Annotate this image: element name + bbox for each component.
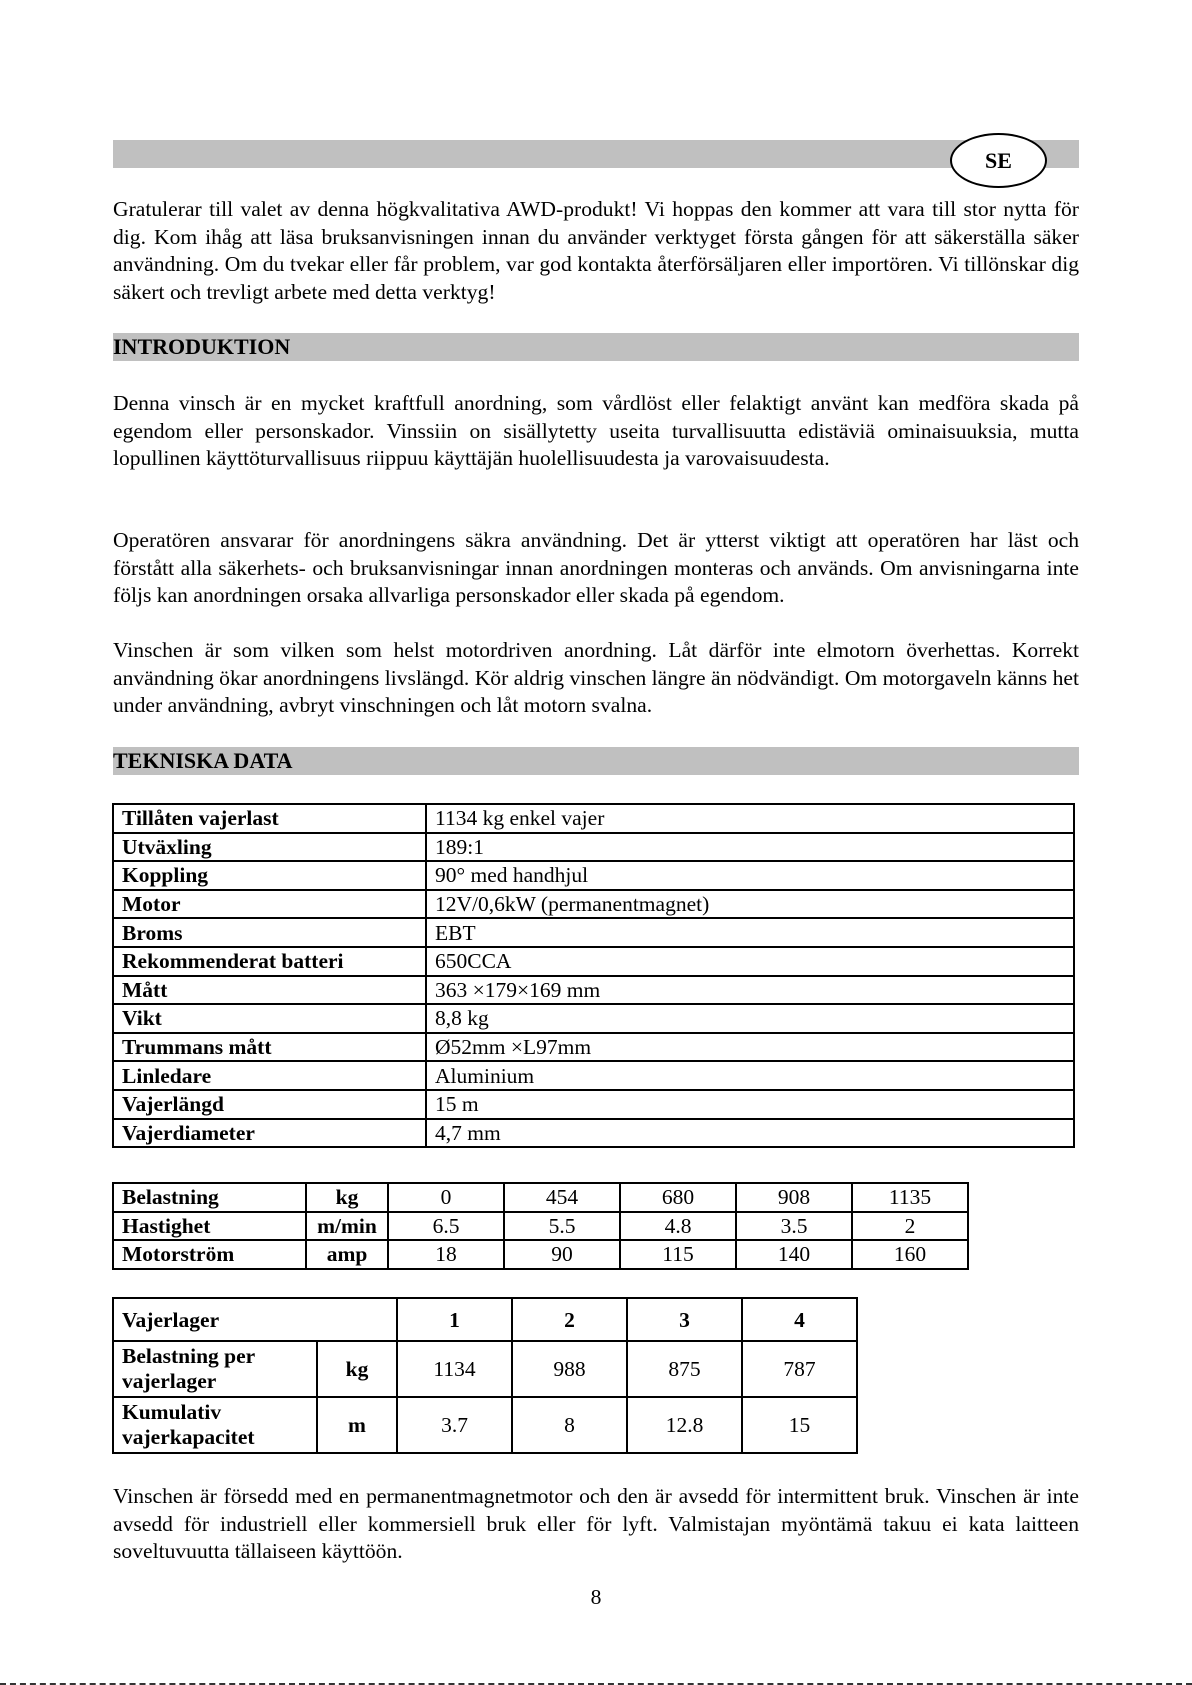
layer-column-header: 3 <box>627 1298 742 1341</box>
spec-value: 650CCA <box>426 947 1074 976</box>
performance-label: Motorström <box>113 1240 306 1269</box>
spec-row <box>113 861 1074 890</box>
language-badge-label: SE <box>985 147 1012 173</box>
layer-value: 787 <box>742 1341 857 1397</box>
section-heading-tekniska-data <box>113 747 1079 775</box>
performance-row <box>113 1240 968 1269</box>
spec-row <box>113 833 1074 862</box>
spec-value: 189:1 <box>426 833 1074 862</box>
performance-value: 1135 <box>852 1183 968 1212</box>
spec-value: 1134 kg enkel vajer <box>426 804 1074 833</box>
spec-value: 363 ×179×169 mm <box>426 976 1074 1005</box>
performance-table <box>112 1182 969 1270</box>
section-heading-introduktion <box>113 333 1079 361</box>
spec-key: Mått <box>113 976 426 1005</box>
closing-paragraph: Vinschen är försedd med en permanentmagnetmotor och den är avsedd för intermittent bruk. Vinschen är inte avsedd för industriell eller kommersiell bruk eller för lyft. Valmistajan myöntämä takuu ei kata laitteen soveltuvuutta tällaiseen käyttöön. <box>113 1484 1079 1563</box>
intro-section-paragraph-3: Vinschen är som vilken som helst motordriven anordning. Låt därför inte elmotorn överhettas. Korrekt användning ökar anordningens livslängd. Kör aldrig vinschen längre än nödvändigt. Om motorgaveln känns het under användning, avbryt vinschningen och låt motorn svalna. <box>113 638 1079 717</box>
layer-value: 3.7 <box>397 1397 512 1453</box>
spec-row <box>113 976 1074 1005</box>
header-bar <box>113 140 1079 168</box>
spec-value: 12V/0,6kW (permanentmagnet) <box>426 890 1074 919</box>
intro-section-paragraph-2: Operatören ansvarar för anordningens säkra användning. Det är ytterst viktigt att operatören har läst och förstått alla säkerhets- och bruksanvisningar innan anordningen monteras och används. Om anvisningarna inte följs kan anordningen orsaka allvarliga personskador eller skada på egendom. <box>113 528 1079 607</box>
spec-value: 4,7 mm <box>426 1119 1074 1148</box>
section-title: TEKNISKA DATA <box>113 748 293 773</box>
performance-label: Belastning <box>113 1183 306 1212</box>
spec-key: Rekommenderat batteri <box>113 947 426 976</box>
wire-layer-table <box>112 1297 858 1454</box>
performance-value: 680 <box>620 1183 736 1212</box>
spec-key: Koppling <box>113 861 426 890</box>
performance-value: 160 <box>852 1240 968 1269</box>
spec-key: Vajerdiameter <box>113 1119 426 1148</box>
layer-row-label: Belastning per vajerlager <box>113 1341 317 1397</box>
spec-key: Tillåten vajerlast <box>113 804 426 833</box>
performance-value: 454 <box>504 1183 620 1212</box>
spec-row <box>113 890 1074 919</box>
performance-value: 0 <box>388 1183 504 1212</box>
spec-key: Trummans mått <box>113 1033 426 1062</box>
layer-row <box>113 1397 857 1453</box>
layer-value: 988 <box>512 1341 627 1397</box>
performance-value: 115 <box>620 1240 736 1269</box>
spec-row <box>113 1004 1074 1033</box>
layer-row <box>113 1341 857 1397</box>
layer-header-label: Vajerlager <box>113 1298 397 1341</box>
layer-header-row <box>113 1298 857 1341</box>
spec-row <box>113 804 1074 833</box>
section-title: INTRODUKTION <box>113 334 291 359</box>
spec-key: Linledare <box>113 1061 426 1090</box>
page-number: 8 <box>590 1585 602 1609</box>
intro-paragraph: Gratulerar till valet av denna högkvalitativa AWD-produkt! Vi hoppas den kommer att vara till stor nytta för dig. Kom ihåg att läsa bruksanvisningen innan du använder verktyget första gången för att säkerställa säker användning. Om du tvekar eller får problem, var god kontakta återförsäljaren eller importören. Vi tillönskar dig säkert och trevligt arbete med detta verktyg! <box>113 197 1079 304</box>
spec-key: Vajerlängd <box>113 1090 426 1119</box>
performance-value: 140 <box>736 1240 852 1269</box>
performance-row <box>113 1183 968 1212</box>
performance-value: 908 <box>736 1183 852 1212</box>
layer-value: 8 <box>512 1397 627 1453</box>
performance-row <box>113 1212 968 1241</box>
performance-label: Hastighet <box>113 1212 306 1241</box>
spec-key: Vikt <box>113 1004 426 1033</box>
layer-value: 1134 <box>397 1341 512 1397</box>
spec-key: Broms <box>113 918 426 947</box>
performance-unit: m/min <box>306 1212 388 1241</box>
performance-value: 5.5 <box>504 1212 620 1241</box>
spec-value: 90° med handhjul <box>426 861 1074 890</box>
performance-value: 4.8 <box>620 1212 736 1241</box>
spec-value: Ø52mm ×L97mm <box>426 1033 1074 1062</box>
spec-value: 15 m <box>426 1090 1074 1119</box>
layer-column-header: 2 <box>512 1298 627 1341</box>
performance-value: 18 <box>388 1240 504 1269</box>
spec-row <box>113 1033 1074 1062</box>
spec-value: 8,8 kg <box>426 1004 1074 1033</box>
spec-value: EBT <box>426 918 1074 947</box>
performance-value: 6.5 <box>388 1212 504 1241</box>
layer-value: 875 <box>627 1341 742 1397</box>
layer-value: 15 <box>742 1397 857 1453</box>
spec-row <box>113 918 1074 947</box>
layer-row-unit: m <box>317 1397 397 1453</box>
spec-table <box>112 803 1075 1148</box>
layer-column-header: 1 <box>397 1298 512 1341</box>
layer-row-unit: kg <box>317 1341 397 1397</box>
spec-value: Aluminium <box>426 1061 1074 1090</box>
spec-row <box>113 1119 1074 1148</box>
spec-row <box>113 947 1074 976</box>
layer-row-label: Kumulativ vajerkapacitet <box>113 1397 317 1453</box>
spec-row <box>113 1090 1074 1119</box>
spec-key: Utväxling <box>113 833 426 862</box>
performance-value: 3.5 <box>736 1212 852 1241</box>
spec-row <box>113 1061 1074 1090</box>
performance-unit: kg <box>306 1183 388 1212</box>
spec-key: Motor <box>113 890 426 919</box>
layer-value: 12.8 <box>627 1397 742 1453</box>
performance-unit: amp <box>306 1240 388 1269</box>
language-badge <box>950 133 1047 188</box>
layer-column-header: 4 <box>742 1298 857 1341</box>
intro-section-paragraph-1: Denna vinsch är en mycket kraftfull anordning, som vårdlöst eller felaktigt använt kan medföra skada på egendom eller personskador. Vinssiin on sisällytetty useita turvallisuutta edistäviä ominaisuuksia, mutta lopullinen käyttöturvallisuus riippuu käyttäjän huolellisuudesta ja varovaisuudesta. <box>113 391 1079 470</box>
performance-value: 90 <box>504 1240 620 1269</box>
performance-value: 2 <box>852 1212 968 1241</box>
